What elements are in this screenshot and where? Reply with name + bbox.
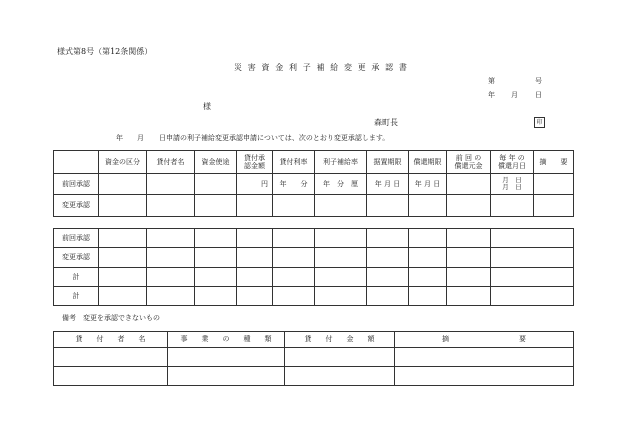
number-label-go: 号 [535, 77, 542, 85]
table-cell [99, 195, 147, 217]
header-cell: 貸 付 金 額 [285, 332, 395, 348]
header-cell: 据置期限 [367, 151, 409, 174]
table-header-row [54, 151, 574, 174]
header-cell: 事 業 の 種 類 [168, 332, 285, 348]
table-cell [195, 174, 237, 195]
header-cell: 資金の区分 [99, 151, 147, 174]
table-cell [409, 195, 447, 217]
row-label: 計 [54, 287, 99, 306]
table-cell [237, 195, 273, 217]
header-cell: 前 回 の 償還元金 [447, 151, 491, 174]
table-row [54, 268, 574, 287]
header-cell: 利子補給率 [315, 151, 367, 174]
header-cell: 貸付者名 [147, 151, 195, 174]
table-cell [273, 195, 315, 217]
row-label: 前回承認 [54, 229, 99, 248]
table-row [54, 287, 574, 306]
deferral-date-unit: 年 月 日 [367, 174, 409, 195]
table-row [54, 348, 574, 367]
table-cell [534, 174, 574, 195]
document-title: 災 害 資 金 利 子 補 給 変 更 承 認 書 [234, 63, 409, 72]
date-day-label: 日 [535, 91, 542, 99]
header-cell: 摘 要 [534, 151, 574, 174]
annual-date-unit: 月 日 月 日 [491, 174, 534, 195]
table-row [54, 174, 574, 195]
row-label: 変更承認 [54, 195, 99, 217]
remark-text: 備考 変更を承認できないもの [62, 314, 160, 322]
row-label: 前回承認 [54, 174, 99, 195]
date-year-label: 年 [488, 91, 495, 99]
header-cell: 摘 要 [395, 332, 574, 348]
table-cell [534, 195, 574, 217]
header-cell: 貸 付 者 名 [54, 332, 168, 348]
table-cell [147, 174, 195, 195]
table-header-row [54, 332, 574, 348]
rejected-table [53, 331, 574, 386]
header-cell: 償還期限 [409, 151, 447, 174]
table-cell [447, 195, 491, 217]
form-number: 様式第8号（第12条関係） [57, 47, 153, 56]
table-row [54, 195, 574, 217]
row-label: 変更承認 [54, 248, 99, 268]
table-cell [367, 195, 409, 217]
header-cell: 貸付利率 [273, 151, 315, 174]
table-cell [315, 195, 367, 217]
repayment-date-unit: 年 月 日 [409, 174, 447, 195]
date-month-label: 月 [511, 91, 518, 99]
table-cell [99, 174, 147, 195]
rate-unit: 年 分 [273, 174, 315, 195]
header-cell: 資金使途 [195, 151, 237, 174]
subsidy-rate-unit: 年 分 厘 [315, 174, 367, 195]
approval-table [53, 150, 574, 217]
intro-year: 年 [116, 134, 123, 142]
issuer-name: 森町長 [374, 118, 398, 127]
row-label: 計 [54, 268, 99, 287]
table-cell [195, 195, 237, 217]
header-cell: 毎 年 の 償還月日 [491, 151, 534, 174]
table-row [54, 248, 574, 268]
header-cell: 貸付承 認金額 [237, 151, 273, 174]
intro-text: 日申請の利子補給変更承認申請については、次のとおり変更承認します。 [159, 134, 390, 142]
table-cell [447, 174, 491, 195]
amount-unit: 円 [237, 174, 273, 195]
header-cell [54, 151, 99, 174]
table-row [54, 367, 574, 386]
table-cell [491, 195, 534, 217]
totals-table [53, 228, 574, 306]
table-row [54, 229, 574, 248]
number-label-dai: 第 [488, 77, 495, 85]
seal-mark: 印 [534, 117, 545, 128]
addressee-suffix: 様 [203, 102, 211, 111]
intro-month: 月 [137, 134, 144, 142]
table-cell [147, 195, 195, 217]
